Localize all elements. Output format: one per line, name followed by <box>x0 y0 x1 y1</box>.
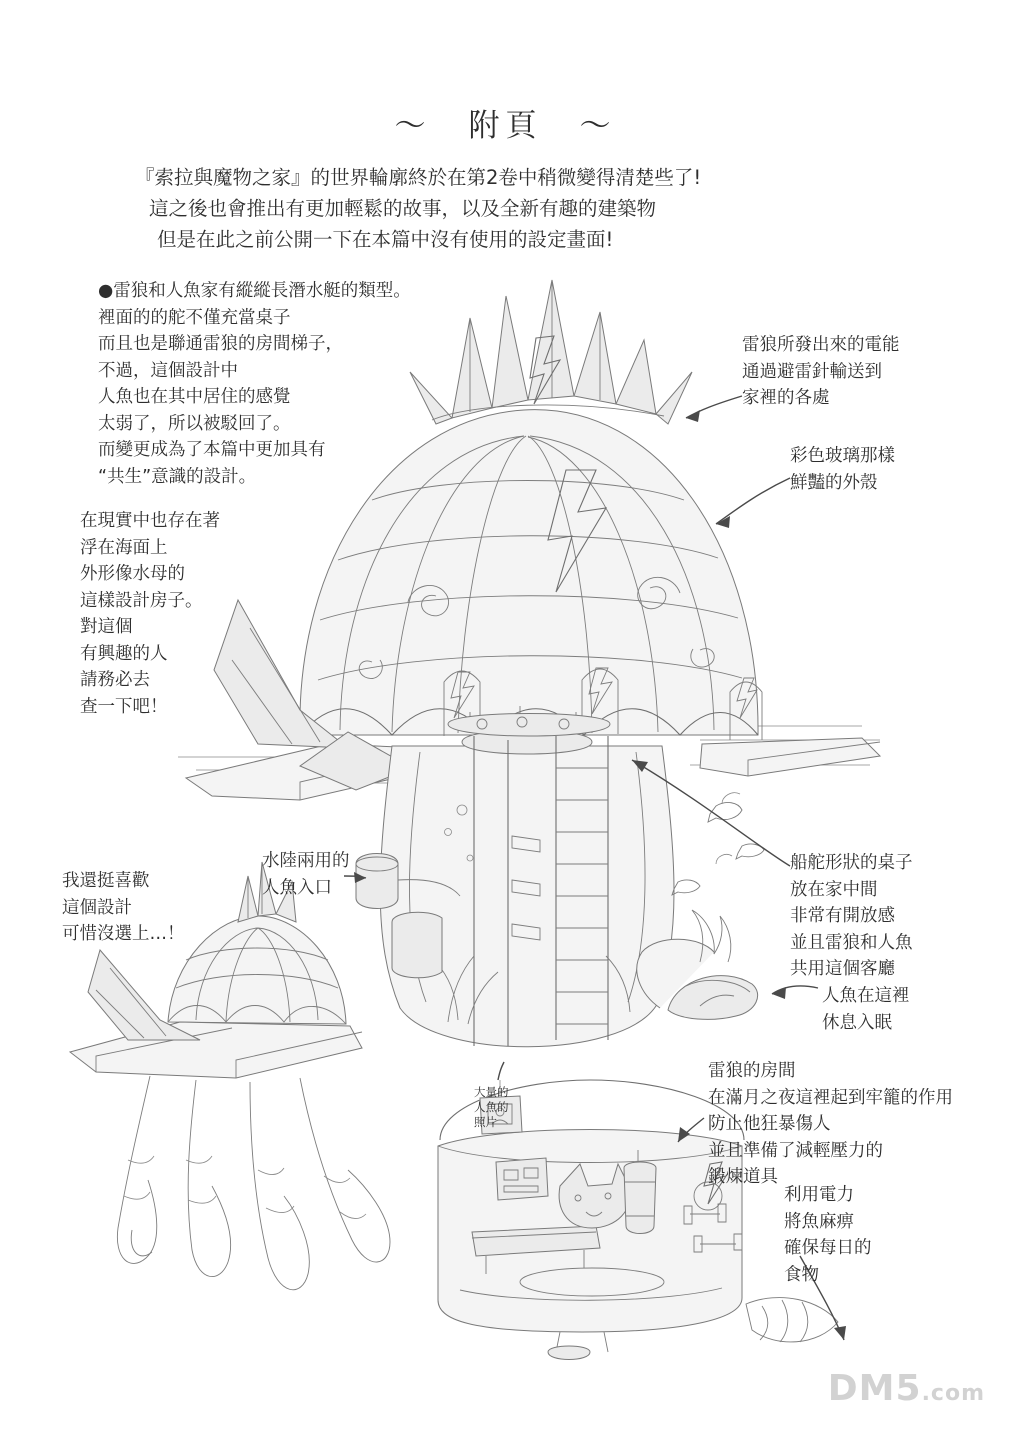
page-title: ～ 附頁 ～ <box>394 108 617 144</box>
watermark-suffix: .com <box>921 1381 985 1406</box>
note-design-rejected <box>98 278 411 490</box>
note-line: 在滿月之夜這裡起到牢籠的作用 <box>708 1087 953 1108</box>
note-line: 將魚麻痹 <box>784 1211 854 1232</box>
note-line: 休息入眠 <box>822 1012 892 1033</box>
note-line: 雷狼的房間 <box>708 1061 796 1081</box>
note-mermaid-photos <box>474 1085 509 1130</box>
note-line: 請務必去 <box>80 670 150 690</box>
note-line: 通過避雷針輸送到 <box>742 361 882 382</box>
note-favorite-design <box>62 868 185 948</box>
note-stained-glass-shell <box>790 443 895 496</box>
watermark-five: 5 <box>895 1368 922 1409</box>
note-wolf-room <box>708 1058 953 1191</box>
note-line: 浮在海面上 <box>80 537 168 558</box>
note-line: 不過，這個設計中 <box>98 360 238 381</box>
note-line: 而變更成為了本篇中更加具有 <box>98 440 326 460</box>
note-line: 人魚的 <box>474 1100 509 1114</box>
note-line: 鍛煉道具 <box>708 1167 778 1187</box>
note-real-world-reference <box>80 508 220 720</box>
note-line: 裡面的的舵不僅充當桌子 <box>98 307 291 328</box>
note-line: 彩色玻璃那樣 <box>790 446 895 466</box>
intro-line-1: 『索拉與魔物之家』的世界輪廓終於在第2卷中稍微變得清楚些了! <box>135 166 702 189</box>
note-line: 可惜沒選上…！ <box>62 924 185 944</box>
note-line: 船舵形狀的桌子 <box>790 853 913 873</box>
note-mermaid-sleeping-spot <box>822 983 910 1036</box>
note-line: 這樣設計房子。 <box>80 590 203 611</box>
note-electric-fishing <box>784 1182 872 1288</box>
note-line: 確保每日的 <box>784 1238 872 1258</box>
note-line: 太弱了，所以被駁回了。 <box>98 413 291 434</box>
note-line: 雷狼所發出來的電能 <box>742 335 900 355</box>
note-line: ●雷狼和人魚家有縱縱長潛水艇的類型。 <box>98 281 411 301</box>
note-line: 照片 <box>474 1115 497 1129</box>
note-line: 非常有開放感 <box>790 906 895 926</box>
note-line: 查一下吧！ <box>80 696 168 717</box>
note-line: 我還挺喜歡 <box>62 871 150 891</box>
watermark-brand: DM <box>827 1368 896 1409</box>
note-line: 外形像水母的 <box>80 564 185 584</box>
note-helm-table <box>790 850 913 983</box>
note-line: 有興趣的人 <box>80 643 168 664</box>
note-line: 共用這個客廳 <box>790 959 895 979</box>
note-line: 人魚在這裡 <box>822 986 910 1006</box>
note-line: 水陸兩用的 <box>262 851 350 871</box>
note-line: 家裡的各處 <box>742 388 830 408</box>
note-line: 防止他狂暴傷人 <box>708 1114 831 1134</box>
note-line: 並且準備了減輕壓力的 <box>708 1140 883 1161</box>
note-line: 而且也是聯通雷狼的房間梯子， <box>98 334 343 354</box>
note-line: 對這個 <box>80 617 133 637</box>
note-line: 放在家中間 <box>790 879 878 900</box>
watermark <box>828 1368 985 1409</box>
note-line: 人魚也在其中居住的感覺 <box>98 387 291 407</box>
note-lightning-power <box>742 332 900 412</box>
note-line: 在現實中也存在著 <box>80 511 220 531</box>
note-line: 並且雷狼和人魚 <box>790 932 913 953</box>
note-line: 鮮豔的外殼 <box>790 472 878 493</box>
note-line: 人魚入口 <box>262 877 332 898</box>
intro-line-3: 但是在此之前公開一下在本篇中沒有使用的設定畫面! <box>157 228 614 251</box>
note-line: 大量的 <box>474 1085 509 1099</box>
lightning-rod-crown <box>410 280 692 424</box>
note-line: “共生”意識的設計。 <box>98 466 257 487</box>
note-line: 這個設計 <box>62 897 132 918</box>
intro-line-2: 這之後也會推出有更加輕鬆的故事，以及全新有趣的建築物 <box>149 197 657 220</box>
note-line: 食物 <box>784 1264 819 1285</box>
note-mermaid-entrance <box>262 848 350 901</box>
note-line: 利用電力 <box>784 1185 854 1205</box>
intro-paragraph <box>135 162 895 255</box>
